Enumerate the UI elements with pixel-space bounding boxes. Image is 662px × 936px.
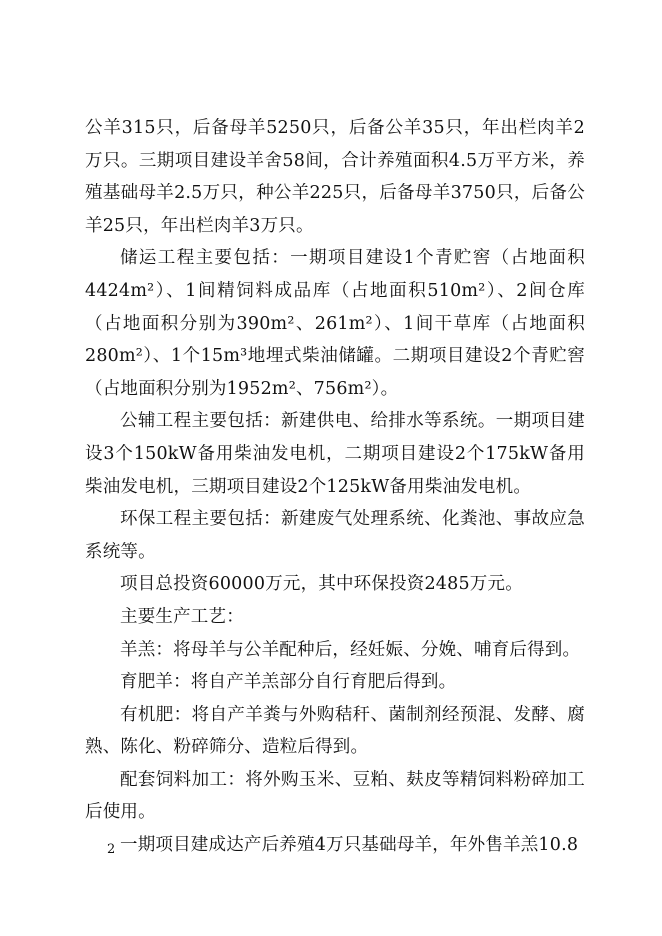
- body-text: [85, 112, 585, 862]
- paragraph-phase-one-output: 一期项目建成达产后养殖4万只基础母羊，年外售羊羔10.8: [120, 835, 579, 856]
- paragraph-fattening-process: 育肥羊：将自产羊羔部分自行育肥后得到。: [120, 672, 457, 693]
- page-number: 2: [107, 842, 116, 857]
- paragraph-continuation-livestock: 公羊315只，后备母羊5250只，后备公羊35只，年出栏肉羊2万只。三期项目建设羊舍58间，合计养殖面积4.5万平方米，养殖基础母羊2.5万只，种公羊225只，后备母羊3750只，后备公羊25只，年出栏肉羊3万只。: [85, 118, 585, 236]
- paragraph-lamb-process: 羊羔：将母羊与公羊配种后，经妊娠、分娩、哺育后得到。: [120, 639, 581, 660]
- paragraph-process-heading: 主要生产工艺：: [120, 606, 244, 627]
- paragraph-feed-processing: 配套饲料加工：将外购玉米、豆粕、麸皮等精饲料粉碎加工后使用。: [85, 769, 585, 823]
- paragraph-total-investment: 项目总投资60000万元，其中环保投资2485万元。: [120, 574, 523, 595]
- paragraph-storage-engineering: 储运工程主要包括：一期项目建设1个青贮窖（占地面积4424m²）、1间精饲料成品库（占地面积510m²）、2间仓库（占地面积分别为390m²、261m²）、1间干草库（占地面积280m²）、1个15m³地埋式柴油储罐。二期项目建设2个青贮窖（占地面积分别为1952m²、756m²）。: [85, 248, 585, 399]
- paragraph-organic-fertilizer-process: 有机肥：将自产羊粪与外购秸秆、菌制剂经预混、发酵、腐熟、陈化、粉碎筛分、造粒后得到。: [85, 704, 585, 758]
- paragraph-environmental-engineering: 环保工程主要包括：新建废气处理系统、化粪池、事故应急系统等。: [85, 509, 585, 562]
- paragraph-utility-engineering: 公辅工程主要包括：新建供电、给排水等系统。一期项目建设3个150kW备用柴油发电机，二期项目建设2个175kW备用柴油发电机，三期项目建设2个125kW备用柴油发电机。: [85, 411, 585, 497]
